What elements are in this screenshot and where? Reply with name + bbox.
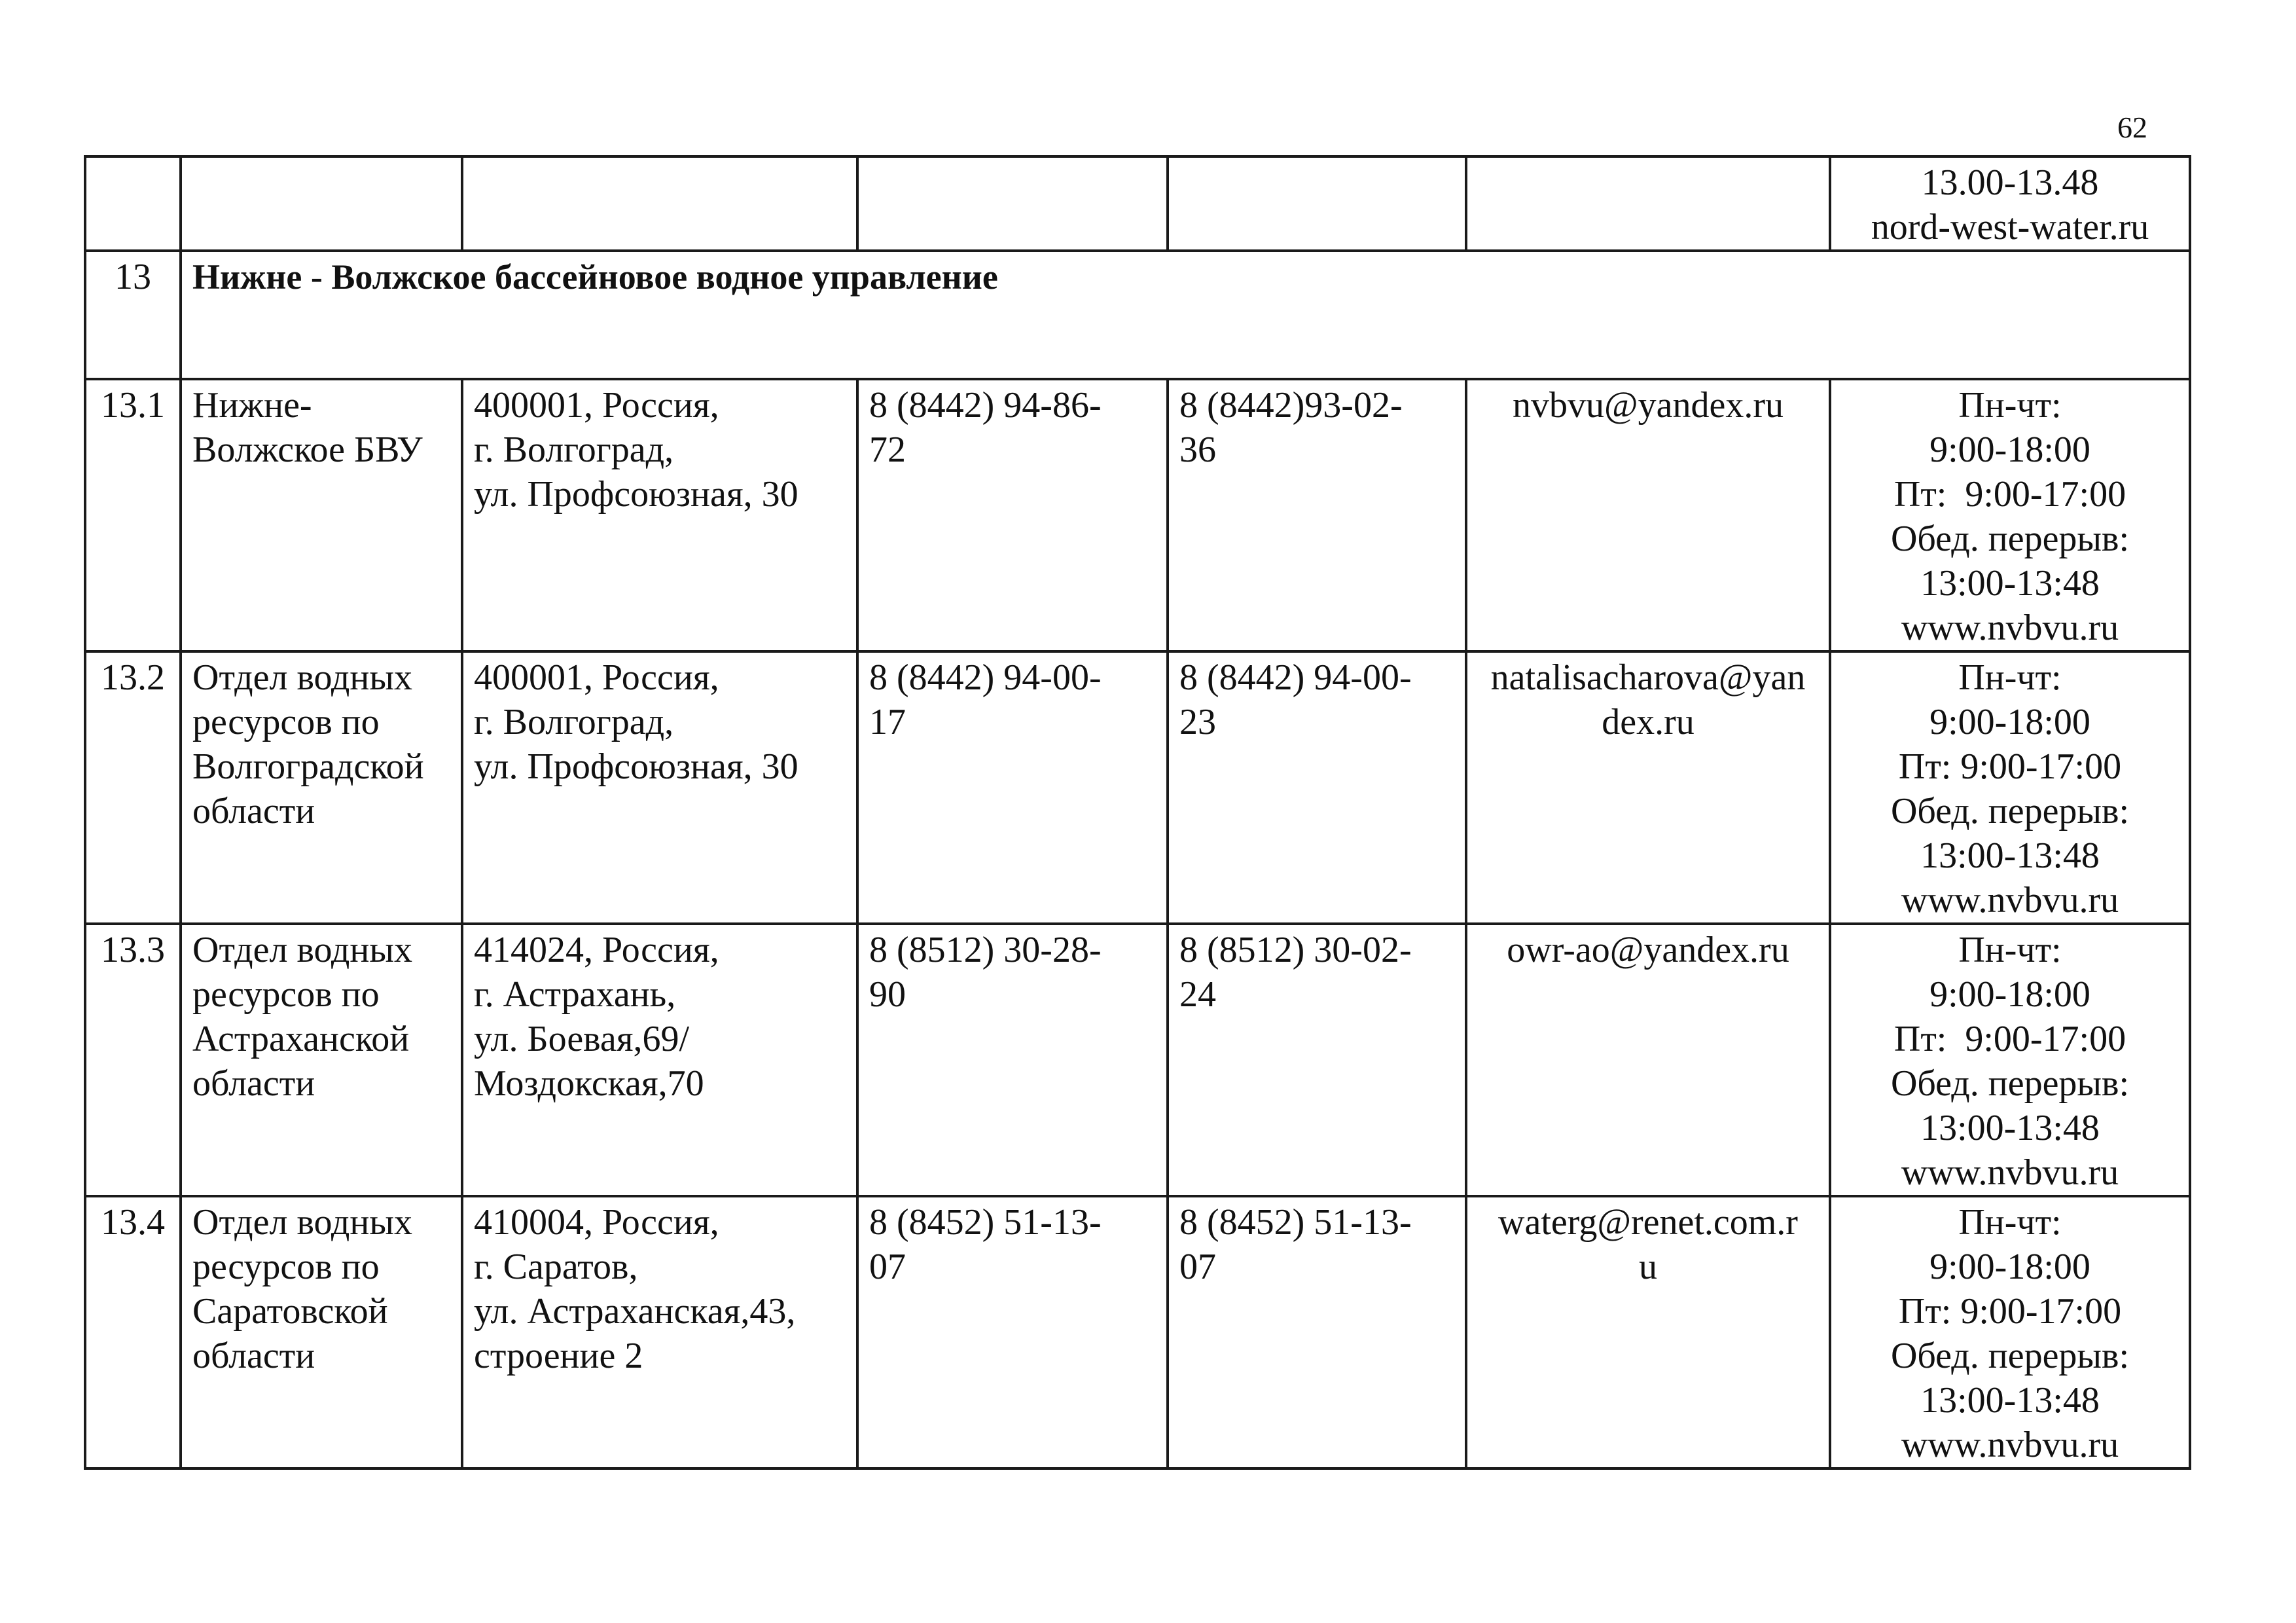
table-row — [85, 651, 2190, 924]
email-text: dex.ru — [1602, 702, 1695, 742]
hours-line: Обед. перерыв: — [1890, 519, 2130, 559]
cell-address — [462, 651, 857, 924]
hours-line: Обед. перерыв: — [1890, 1063, 2130, 1104]
cell-fax — [1168, 1196, 1466, 1468]
cell-address — [462, 379, 857, 651]
cell-empty — [85, 156, 181, 251]
name-line: ресурсов по — [192, 1247, 380, 1287]
fax-line: 8 (8452) 51-13- — [1179, 1202, 1412, 1243]
cell-hours — [1830, 924, 2190, 1196]
hours-line: 9:00-18:00 — [1929, 974, 2090, 1015]
cell-fax — [1168, 924, 1466, 1196]
cell-address — [462, 924, 857, 1196]
cell-empty — [1466, 156, 1830, 251]
name-line: ресурсов по — [192, 702, 380, 742]
hours-line: 13:00-13:48 — [1920, 1108, 2100, 1148]
address-line: ул. Профсоюзная, 30 — [474, 474, 798, 515]
hours-line: Пн-чт: — [1958, 657, 2062, 698]
hours-line: 13:00-13:48 — [1920, 835, 2100, 876]
address-line: 400001, Россия, — [474, 385, 719, 426]
website-text: www.nvbvu.ru — [1901, 608, 2119, 648]
hours-line: 9:00-18:00 — [1929, 702, 2090, 742]
cell-name — [181, 924, 462, 1196]
name-line: ресурсов по — [192, 974, 380, 1015]
cell-empty — [857, 156, 1168, 251]
phone-line: 72 — [869, 429, 906, 470]
email-text: waterg@renet.com.r — [1498, 1202, 1798, 1243]
email-text: natalisacharova@yan — [1490, 657, 1806, 698]
address-line: ул. Боевая,69/ — [474, 1019, 690, 1059]
website-text: www.nvbvu.ru — [1901, 1152, 2119, 1193]
hours-line: Пн-чт: — [1958, 930, 2062, 970]
fax-line: 23 — [1179, 702, 1216, 742]
cell-hours — [1830, 1196, 2190, 1468]
section-number: 13 — [85, 251, 181, 379]
row-number: 13.3 — [85, 924, 181, 1196]
cell-email — [1466, 651, 1830, 924]
email-text: owr-ao@yandex.ru — [1507, 930, 1789, 970]
section-title: Нижне - Волжское бассейновое водное управление — [181, 251, 2190, 379]
cell-phone — [857, 1196, 1168, 1468]
address-line: г. Астрахань, — [474, 974, 676, 1015]
name-line: Отдел водных — [192, 657, 412, 698]
table-row — [85, 924, 2190, 1196]
hours-line: Обед. перерыв: — [1890, 1336, 2130, 1376]
address-line: г. Саратов, — [474, 1247, 638, 1287]
continuation-row — [85, 156, 2190, 251]
email-text: nvbvu@yandex.ru — [1513, 385, 1784, 426]
phone-line: 07 — [869, 1247, 906, 1287]
cell-empty — [462, 156, 857, 251]
hours-line: 9:00-18:00 — [1929, 429, 2090, 470]
website-text: www.nvbvu.ru — [1901, 1425, 2119, 1465]
cell-address — [462, 1196, 857, 1468]
name-line: области — [192, 1063, 315, 1104]
cell-name — [181, 379, 462, 651]
phone-line: 8 (8442) 94-86- — [869, 385, 1102, 426]
row-number: 13.4 — [85, 1196, 181, 1468]
cell-name — [181, 1196, 462, 1468]
fax-line: 8 (8512) 30-02- — [1179, 930, 1412, 970]
address-line: 414024, Россия, — [474, 930, 719, 970]
phone-line: 17 — [869, 702, 906, 742]
cell-email — [1466, 1196, 1830, 1468]
cell-empty — [181, 156, 462, 251]
name-line: области — [192, 791, 315, 831]
cell-name — [181, 651, 462, 924]
cell-email — [1466, 379, 1830, 651]
name-line: Волжское БВУ — [192, 429, 423, 470]
cell-hours — [1830, 156, 2190, 251]
hours-line: 13:00-13:48 — [1920, 563, 2100, 604]
hours-line: 13:00-13:48 — [1920, 1380, 2100, 1421]
name-line: области — [192, 1336, 315, 1376]
website-text: nord-west-water.ru — [1871, 207, 2149, 247]
phone-line: 90 — [869, 974, 906, 1015]
address-line: г. Волгоград, — [474, 429, 674, 470]
phone-line: 8 (8442) 94-00- — [869, 657, 1102, 698]
address-line: ул. Профсоюзная, 30 — [474, 746, 798, 787]
hours-line: Обед. перерыв: — [1890, 791, 2130, 831]
name-line: Отдел водных — [192, 1202, 412, 1243]
address-line: ул. Астраханская,43, — [474, 1291, 796, 1332]
hours-line: 9:00-18:00 — [1929, 1247, 2090, 1287]
hours-line: Пт: 9:00-17:00 — [1898, 746, 2122, 787]
section-header-row — [85, 251, 2190, 379]
name-line: Астраханской — [192, 1019, 410, 1059]
table-row — [85, 1196, 2190, 1468]
hours-line: 13.00-13.48 — [1921, 162, 2099, 203]
name-line: Волгоградской — [192, 746, 424, 787]
fax-line: 24 — [1179, 974, 1216, 1015]
name-line: Нижне- — [192, 385, 312, 426]
address-line: 410004, Россия, — [474, 1202, 719, 1243]
name-line: Отдел водных — [192, 930, 412, 970]
row-number: 13.2 — [85, 651, 181, 924]
row-number: 13.1 — [85, 379, 181, 651]
cell-empty — [1168, 156, 1466, 251]
fax-line: 36 — [1179, 429, 1216, 470]
page-number: 62 — [2117, 111, 2147, 144]
hours-line: Пт: 9:00-17:00 — [1898, 1291, 2122, 1332]
hours-line: Пт: 9:00-17:00 — [1893, 1019, 2126, 1059]
fax-line: 07 — [1179, 1247, 1216, 1287]
cell-phone — [857, 924, 1168, 1196]
cell-phone — [857, 379, 1168, 651]
fax-line: 8 (8442)93-02- — [1179, 385, 1403, 426]
cell-email — [1466, 924, 1830, 1196]
hours-line: Пт: 9:00-17:00 — [1893, 474, 2126, 515]
contacts-table — [84, 155, 2191, 1470]
website-text: www.nvbvu.ru — [1901, 880, 2119, 921]
cell-hours — [1830, 651, 2190, 924]
cell-hours — [1830, 379, 2190, 651]
cell-fax — [1168, 379, 1466, 651]
name-line: Саратовской — [192, 1291, 388, 1332]
hours-line: Пн-чт: — [1958, 1202, 2062, 1243]
address-line: Моздокская,70 — [474, 1063, 704, 1104]
phone-line: 8 (8452) 51-13- — [869, 1202, 1102, 1243]
hours-line: Пн-чт: — [1958, 385, 2062, 426]
phone-line: 8 (8512) 30-28- — [869, 930, 1102, 970]
cell-fax — [1168, 651, 1466, 924]
table-row — [85, 379, 2190, 651]
email-text: u — [1639, 1247, 1657, 1287]
address-line: строение 2 — [474, 1336, 643, 1376]
address-line: г. Волгоград, — [474, 702, 674, 742]
address-line: 400001, Россия, — [474, 657, 719, 698]
fax-line: 8 (8442) 94-00- — [1179, 657, 1412, 698]
cell-phone — [857, 651, 1168, 924]
